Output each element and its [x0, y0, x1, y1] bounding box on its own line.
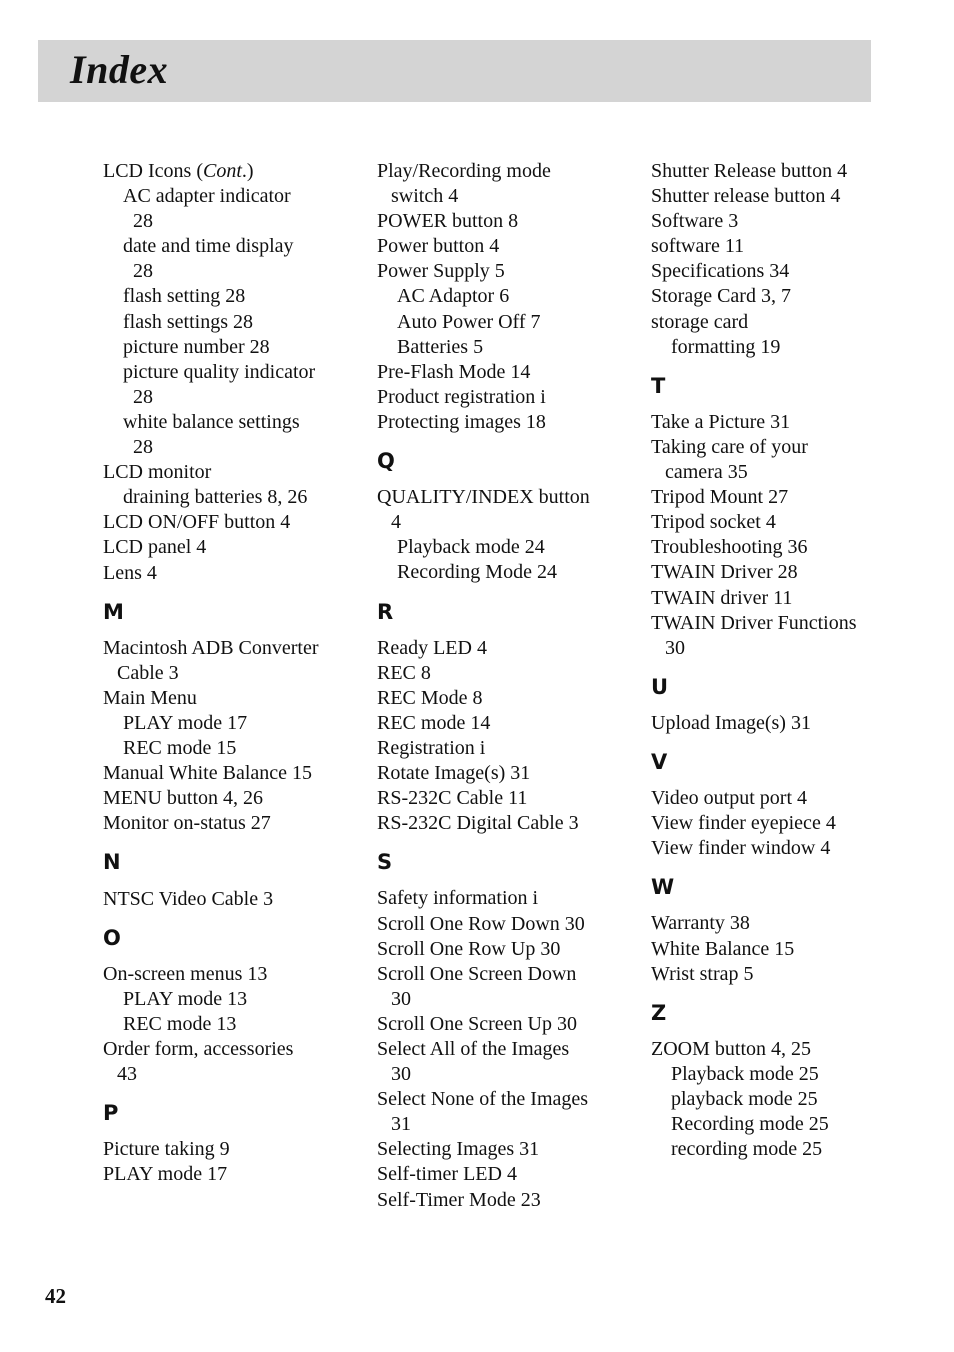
index-subentry: flash settings 28 [123, 310, 253, 333]
index-entry: View finder eyepiece 4 [651, 812, 836, 835]
index-entry: RS-232C Cable 11 [377, 787, 528, 810]
index-entry: LCD ON/OFF button 4 [103, 511, 291, 534]
section-letter: Q [377, 449, 395, 474]
section-letter: V [651, 749, 668, 774]
section-letter: Z [651, 1000, 667, 1025]
index-entry: REC Mode 8 [377, 686, 483, 709]
index-entry: View finder window 4 [651, 837, 831, 860]
index-subentry: date and time display [123, 235, 294, 258]
header-bar [38, 40, 871, 102]
index-entry: Lens 4 [103, 561, 157, 584]
index-entry: PLAY mode 17 [103, 1163, 228, 1186]
index-entry: Main Menu [103, 686, 197, 709]
index-subentry: white balance settings [123, 410, 300, 433]
index-entry: MENU button 4, 26 [103, 787, 263, 810]
index-entry: Power Supply 5 [377, 260, 505, 283]
section-letter: O [103, 925, 121, 950]
index-entry: REC 8 [377, 661, 431, 684]
index-entry: TWAIN Driver 28 [651, 561, 798, 584]
index-entry: Product registration i [377, 385, 546, 408]
index-entry: Scroll One Row Up 30 [377, 937, 561, 960]
index-entry: QUALITY/INDEX button [377, 486, 590, 509]
index-subentry: recording mode 25 [671, 1138, 823, 1161]
index-entry: Taking care of your [651, 435, 808, 458]
entry-emphasis: Cont [202, 160, 242, 182]
index-entry-continuation: 4 [391, 511, 401, 534]
index-entry-continuation: 30 [391, 1063, 411, 1086]
index-entry: Video output port 4 [651, 787, 808, 810]
index-entry-continuation: 28 [133, 436, 153, 459]
page-title: Index [70, 47, 169, 92]
index-entry-continuation: 28 [133, 210, 153, 233]
section-letter: R [377, 599, 394, 624]
index-subentry: formatting 19 [671, 335, 781, 358]
index-entry: Play/Recording mode [377, 160, 551, 182]
index-subentry: playback mode 25 [671, 1088, 818, 1110]
index-entry: Warranty 38 [651, 912, 750, 935]
index-entry: LCD panel 4 [103, 536, 207, 559]
index-entry: TWAIN driver 11 [651, 586, 793, 609]
index-entry: Protecting images 18 [377, 410, 546, 433]
index-entry-continuation: switch 4 [391, 185, 459, 208]
index-entry: Safety information i [377, 887, 539, 910]
section-letter: U [651, 674, 669, 699]
index-entry: Shutter release button 4 [651, 185, 841, 208]
page-number: 42 [45, 1284, 66, 1308]
index-entry: Self-timer LED 4 [377, 1163, 517, 1186]
index-entry: On-screen menus 13 [103, 962, 268, 985]
index-entry: Rotate Image(s) 31 [377, 762, 531, 785]
index-entry: Self-Timer Mode 23 [377, 1188, 541, 1211]
index-entry: Upload Image(s) 31 [651, 711, 811, 734]
index-subentry: Recording mode 25 [671, 1113, 829, 1136]
index-entry: storage card [651, 310, 749, 333]
index-entry: Tripod Mount 27 [651, 486, 789, 509]
index-entry: Take a Picture 31 [651, 410, 791, 433]
index-entry: Ready LED 4 [377, 636, 487, 659]
index-entry: NTSC Video Cable 3 [103, 887, 274, 910]
entry-text-after: .) [241, 160, 254, 182]
index-column-1 [103, 159, 343, 1187]
index-entry: Power button 4 [377, 235, 500, 258]
index-subentry: AC Adaptor 6 [397, 285, 510, 308]
index-entry: software 11 [651, 235, 745, 258]
index-subentry: Auto Power Off 7 [397, 310, 541, 333]
index-entry: Scroll One Row Down 30 [377, 912, 585, 935]
index-entry: Scroll One Screen Down [377, 962, 577, 985]
index-subentry: REC mode 13 [123, 1012, 237, 1035]
entry-text: LCD Icons ( [103, 160, 203, 182]
index-entry: ZOOM button 4, 25 [651, 1037, 811, 1060]
section-letter: S [377, 850, 393, 875]
index-subentry: REC mode 15 [123, 737, 237, 760]
section-letter: T [651, 373, 666, 398]
index-entry: White Balance 15 [651, 937, 795, 960]
index-entry: Software 3 [651, 210, 739, 233]
index-entry: Select None of the Images [377, 1088, 589, 1111]
index-entry: Scroll One Screen Up 30 [377, 1012, 577, 1035]
section-letter: P [103, 1101, 119, 1126]
index-entry: RS-232C Digital Cable 3 [377, 812, 579, 835]
index-entry: Select All of the Images [377, 1038, 570, 1060]
index-entry: Wrist strap 5 [651, 962, 754, 985]
index-entry-continuation: 30 [665, 636, 685, 659]
index-entry-continuation: 30 [391, 987, 411, 1010]
index-entry: Picture taking 9 [103, 1138, 230, 1161]
index-subentry: picture number 28 [123, 335, 270, 358]
index-entry: Selecting Images 31 [377, 1138, 540, 1161]
index-entry: Order form, accessories [103, 1038, 294, 1060]
index-entry-continuation: Cable 3 [117, 661, 179, 684]
index-entry: Pre-Flash Mode 14 [377, 360, 531, 383]
index-subentry: PLAY mode 13 [123, 987, 248, 1010]
index-entry: Registration i [377, 736, 486, 759]
index-entry-continuation: 28 [133, 385, 153, 408]
index-entry: Macintosh ADB Converter [103, 636, 319, 659]
index-entry-continuation: 43 [117, 1063, 137, 1086]
index-entry: REC mode 14 [377, 711, 491, 734]
index-entry: Tripod socket 4 [651, 511, 776, 534]
index-entry [103, 159, 343, 184]
index-subentry: PLAY mode 17 [123, 711, 248, 734]
index-subentry: draining batteries 8, 26 [123, 486, 308, 509]
index-entry: TWAIN Driver Functions [651, 611, 857, 634]
index-column-3 [651, 159, 891, 1162]
index-subentry: picture quality indicator [123, 360, 316, 383]
section-letter: N [103, 850, 121, 875]
index-entry: Storage Card 3, 7 [651, 285, 791, 308]
index-subentry: AC adapter indicator [123, 185, 291, 208]
index-subentry: Playback mode 25 [671, 1062, 819, 1085]
section-letter: M [103, 599, 124, 624]
index-entry: Specifications 34 [651, 260, 790, 283]
index-entry: LCD monitor [103, 461, 212, 484]
index-subentry: Recording Mode 24 [397, 561, 557, 584]
index-entry-continuation: 28 [133, 260, 153, 283]
section-letter: W [651, 875, 675, 900]
index-entry-continuation: camera 35 [665, 461, 748, 484]
index-column-2 [377, 159, 617, 1213]
index-entry-continuation: 31 [391, 1113, 411, 1136]
index-subentry: Batteries 5 [397, 335, 484, 358]
index-subentry: Playback mode 24 [397, 536, 545, 559]
index-entry: Shutter Release button 4 [651, 160, 848, 182]
index-entry: Manual White Balance 15 [103, 762, 313, 785]
index-subentry: flash setting 28 [123, 285, 246, 308]
index-entry: POWER button 8 [377, 210, 519, 233]
index-entry: Troubleshooting 36 [651, 536, 808, 559]
index-entry: Monitor on-status 27 [103, 812, 271, 835]
